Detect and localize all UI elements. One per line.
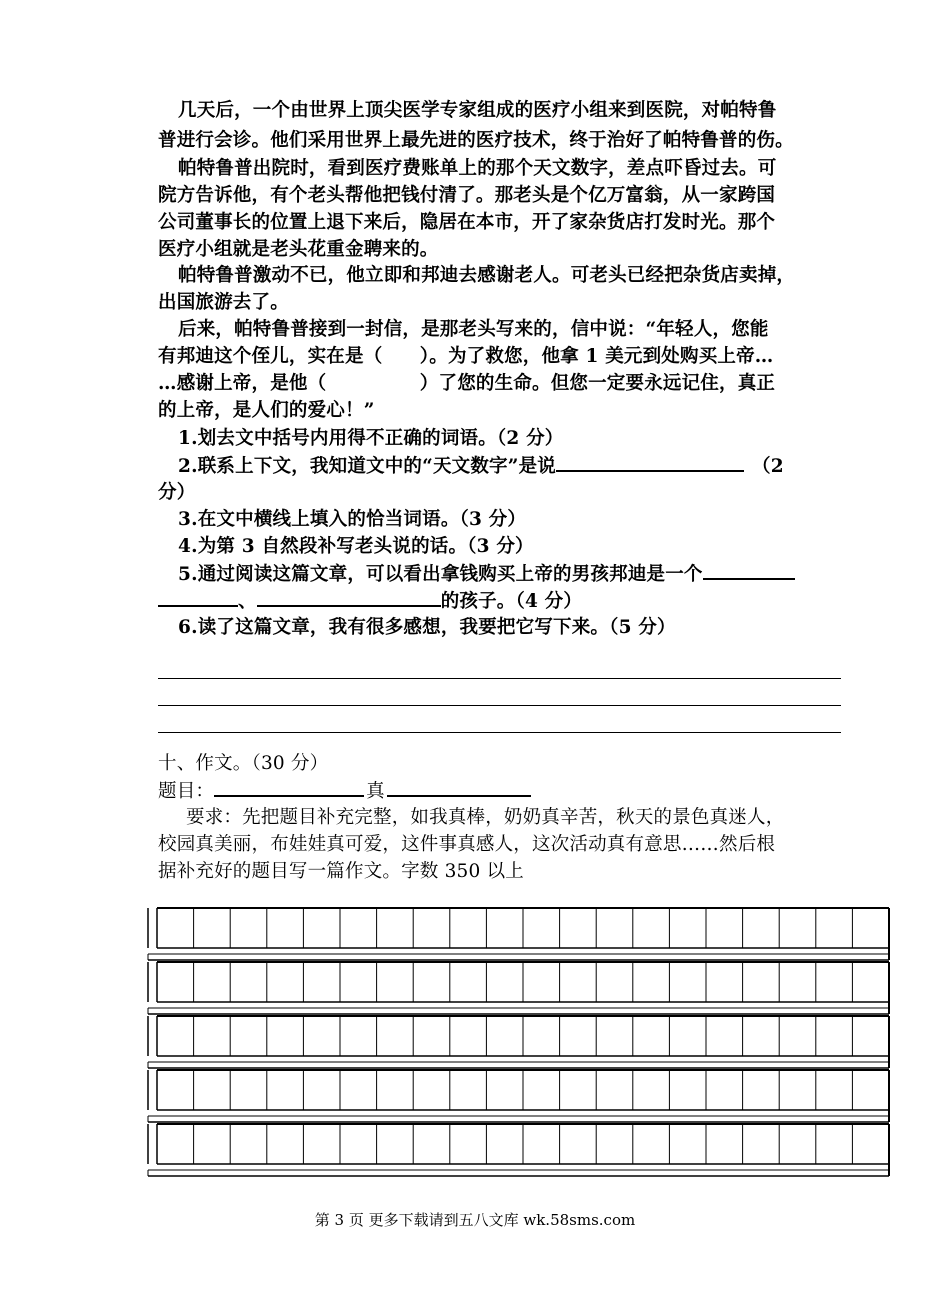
story-para2-line2: 院方告诉他，有个老头帮他把钱付清了。那老头是个亿万富翁，从一家跨国	[158, 185, 776, 206]
story-para1-line2: 普进行会诊。他们采用世界上最先进的医疗技术，终于治好了帕特鲁普的伤。	[158, 130, 794, 151]
story-para2-line4: 医疗小组就是老头花重金聘来的。	[158, 239, 439, 260]
composition-title-label: 题目：	[158, 781, 215, 802]
question-2-text: 2.联系上下文，我知道文中的“天文数字”是说	[178, 456, 556, 477]
composition-requirement-line2: 校园真美丽，布娃娃真可爱，这件事真感人，这次活动真有意思……然后根	[158, 834, 776, 855]
story-para2-line1: 帕特鲁普出院时，看到医疗费账单上的那个天文数字，差点吓昏过去。可	[178, 158, 777, 179]
question-5-separator: 、	[238, 591, 257, 612]
question-4: 4.为第 3 自然段补写老头说的话。（3 分）	[178, 536, 534, 557]
story-para4-line3: …感谢上帝，是他（ ）了您的生命。但您一定要永远记住，真正	[158, 373, 776, 394]
question-3: 3.在文中横线上填入的恰当词语。（3 分）	[178, 509, 527, 530]
question-1: 1.划去文中括号内用得不正确的词语。（2 分）	[178, 428, 564, 449]
question-2-score-b: 分）	[158, 482, 196, 503]
page-footer: 第 3 页 更多下载请到五八文库 wk.58sms.com	[314, 1211, 636, 1229]
story-para4-line2: 有邦迪这个侄儿，实在是（ ）。为了救您，他拿 1 美元到处购买上帝…	[158, 346, 774, 367]
story-para2-line3: 公司董事长的位置上退下来后，隐居在本市，开了家杂货店打发时光。那个	[158, 212, 776, 233]
question-5-text: 5.通过阅读这篇文章，可以看出拿钱购买上帝的男孩邦迪是一个	[178, 564, 703, 585]
story-para3-line2: 出国旅游去了。	[158, 292, 289, 313]
story-para4-line4: 的上帝，是人们的爱心！”	[158, 400, 375, 421]
story-para4-line1: 后来，帕特鲁普接到一封信，是那老头写来的，信中说：“年轻人，您能	[178, 319, 769, 340]
composition-requirement-line3: 据补充好的题目写一篇作文。字数 350 以上	[158, 861, 524, 882]
composition-heading: 十、作文。（30 分）	[158, 753, 329, 774]
question-5-end: 的孩子。（4 分）	[440, 591, 583, 612]
story-para3-line1: 帕特鲁普激动不已，他立即和邦迪去感谢老人。可老头已经把杂货店卖掉，	[178, 265, 796, 286]
question-6: 6.读了这篇文章，我有很多感想，我要把它写下来。（5 分）	[178, 617, 676, 638]
composition-title-middle: 真	[366, 781, 385, 802]
composition-requirement-line1: 要求：先把题目补充完整，如我真棒，奶奶真辛苦，秋天的景色真迷人，	[186, 807, 785, 828]
story-para1-line1: 几天后，一个由世界上顶尖医学专家组成的医疗小组来到医院，对帕特鲁	[178, 100, 777, 121]
question-2-score-a: （2	[752, 456, 784, 477]
